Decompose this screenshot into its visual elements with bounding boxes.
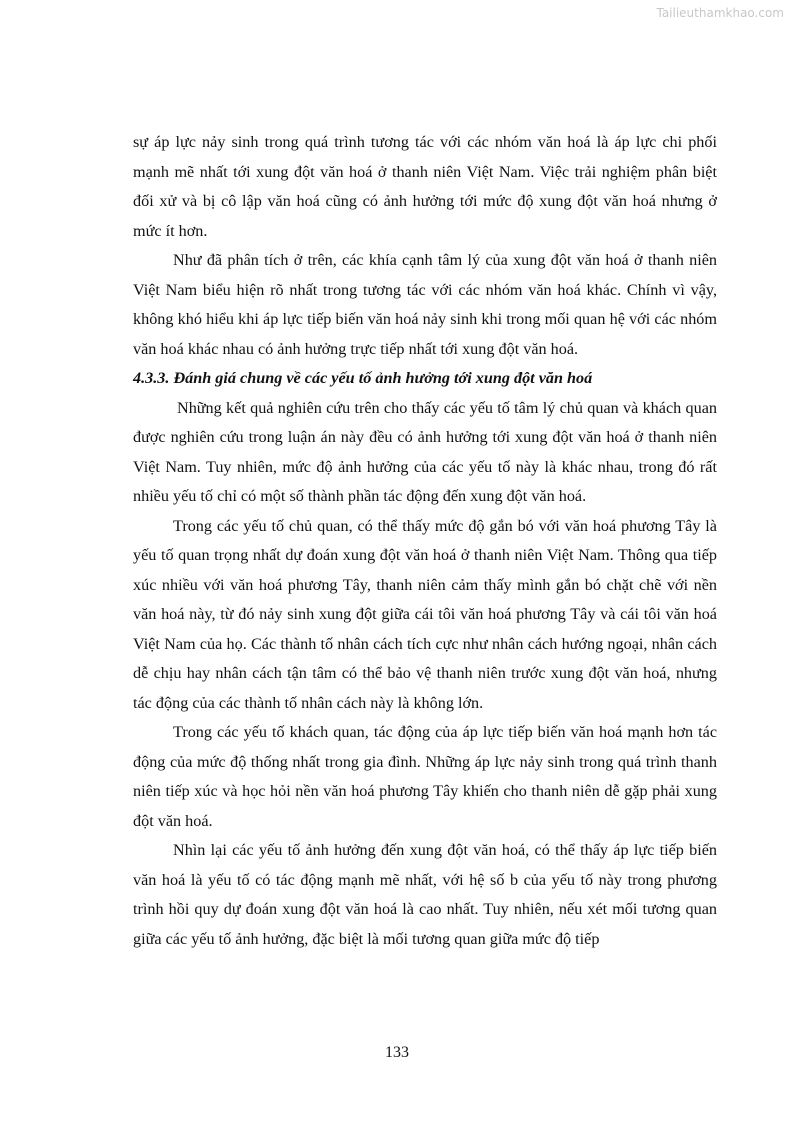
paragraph: Nhìn lại các yếu tố ảnh hưởng đến xung đột văn hoá, có thể thấy áp lực tiếp biến văn hoá là yếu tố có tác động mạnh mẽ nhất, với hệ số b của yếu tố này trong phương trình hồi quy dự đoán xung đột văn hoá là cao nhất. Tuy nhiên, nếu xét mối tương quan giữa các yếu tố ảnh hưởng, đặc biệt là mối tương quan giữa mức độ tiếp	[133, 841, 717, 948]
paragraph: Trong các yếu tố khách quan, tác động của áp lực tiếp biến văn hoá mạnh hơn tác động của mức độ thống nhất trong gia đình. Những áp lực nảy sinh trong quá trình thanh niên tiếp xúc và học hỏi nền văn hoá phương Tây khiến cho thanh niên dễ gặp phải xung đột văn hoá.	[133, 723, 717, 830]
paragraph: Những kết quả nghiên cứu trên cho thấy các yếu tố tâm lý chủ quan và khách quan được nghiên cứu trong luận án này đều có ảnh hưởng tới xung đột văn hoá ở thanh niên Việt Nam. Tuy nhiên, mức độ ảnh hưởng của các yếu tố này là khác nhau, trong đó rất nhiều yếu tố chỉ có một số thành phần tác động đến xung đột văn hoá.	[133, 398, 717, 505]
paragraph: Trong các yếu tố chủ quan, có thể thấy mức độ gắn bó với văn hoá phương Tây là yếu tố quan trọng nhất dự đoán xung đột văn hoá ở thanh niên Việt Nam. Thông qua tiếp xúc nhiều với văn hoá phương Tây, thanh niên cảm thấy mình gắn bó chặt chẽ với nền văn hoá này, từ đó nảy sinh xung đột giữa cái tôi văn hoá phương Tây và cái tôi văn hoá Việt Nam của họ. Các thành tố nhân cách tích cực như nhân cách hướng ngoại, nhân cách dễ chịu hay nhân cách tận tâm có thể bảo vệ thanh niên trước xung đột văn hoá, nhưng tác động của các thành tố nhân cách này là không lớn.	[133, 516, 717, 712]
document-body	[133, 128, 717, 954]
paragraph-continuation: sự áp lực nảy sinh trong quá trình tương tác với các nhóm văn hoá là áp lực chi phối mạnh mẽ nhất tới xung đột văn hoá ở thanh niên Việt Nam. Việc trải nghiệm phân biệt đối xử và bị cô lập văn hoá cũng có ảnh hưởng tới mức độ xung đột văn hoá nhưng ở mức ít hơn.	[133, 133, 717, 240]
paragraph: Như đã phân tích ở trên, các khía cạnh tâm lý của xung đột văn hoá ở thanh niên Việt Nam biểu hiện rõ nhất trong tương tác với các nhóm văn hoá khác. Chính vì vậy, không khó hiểu khi áp lực tiếp biến văn hoá nảy sinh khi trong mối quan hệ với các nhóm văn hoá khác nhau có ảnh hưởng trực tiếp nhất tới xung đột văn hoá.	[133, 251, 717, 358]
watermark: Tailieuthamkhao.com	[656, 6, 784, 20]
section-heading: 4.3.3. Đánh giá chung về các yếu tố ảnh hưởng tới xung đột văn hoá	[133, 369, 593, 387]
page-number: 133	[385, 1044, 409, 1061]
